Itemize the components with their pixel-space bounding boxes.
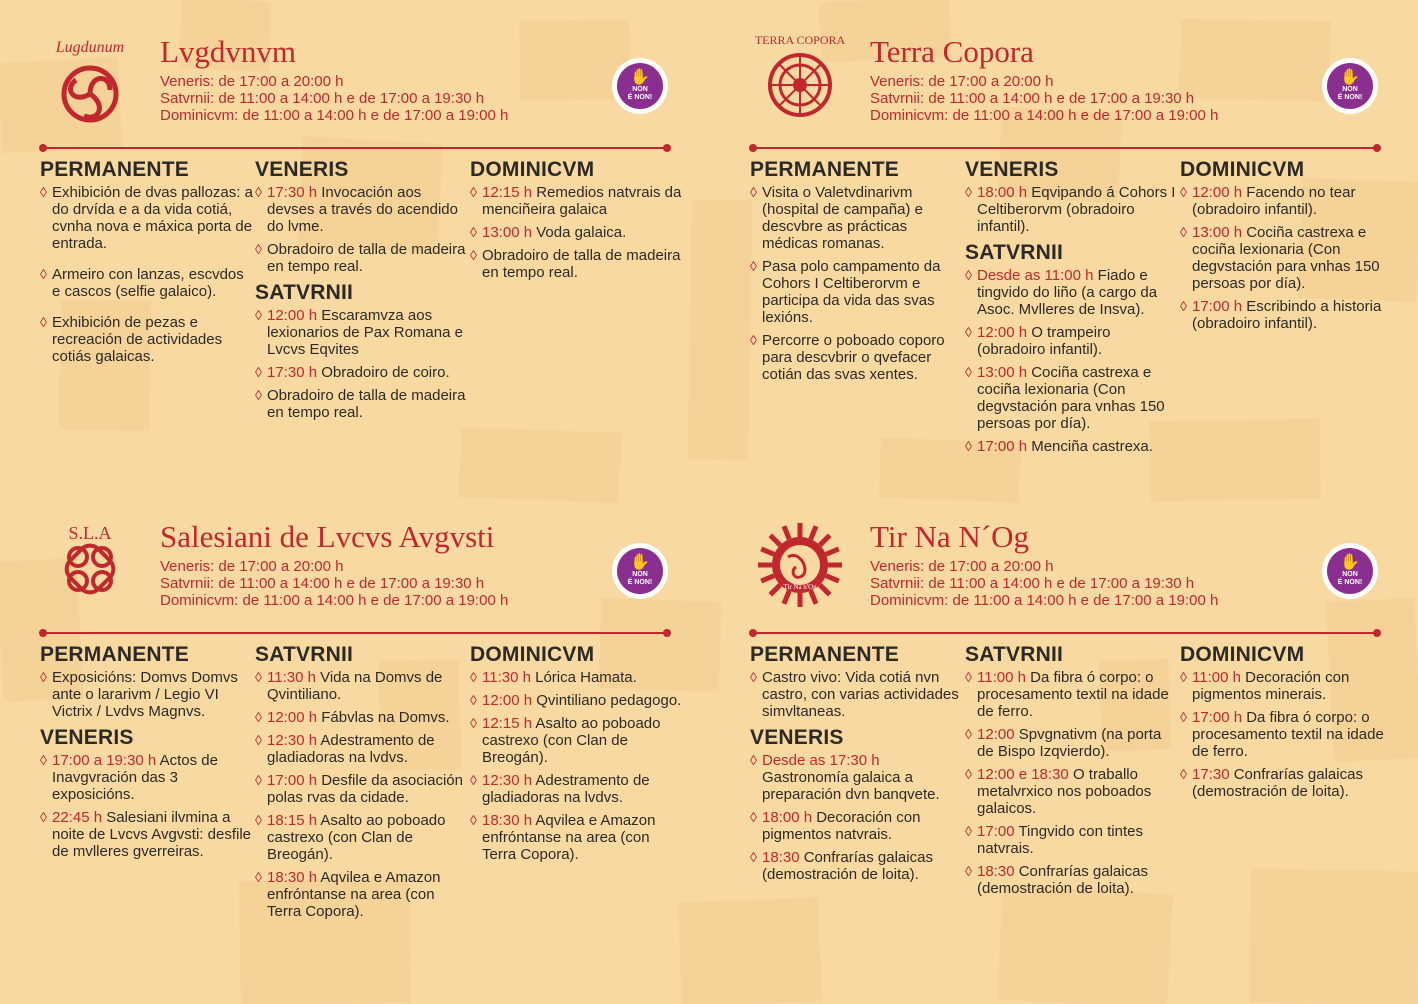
schedule-column — [470, 158, 685, 427]
non-e-non-badge — [612, 58, 668, 114]
event-time: 18:30 h — [482, 812, 533, 829]
event-item — [470, 715, 685, 766]
panel-title: Terra Copora — [870, 34, 1034, 69]
section-title: DOMINICVM — [470, 158, 595, 181]
opening-hours — [160, 73, 508, 124]
hours-line: Veneris: de 17:00 a 20:00 h — [160, 73, 344, 90]
schedule-columns — [40, 643, 685, 926]
event-time: 17:00 h — [977, 438, 1028, 455]
section-title: DOMINICVM — [1180, 158, 1305, 181]
panel-tir-na-nog — [750, 515, 1390, 995]
event-time: 12:15 h — [482, 715, 533, 732]
opening-hours — [160, 558, 508, 609]
schedule-section — [470, 643, 685, 863]
event-time: 17:30 h — [267, 184, 318, 201]
event-time: 12:30 h — [482, 772, 533, 789]
badge-line: NON — [1342, 571, 1358, 578]
event-text: Gastronomía galaica a preparación dvn banqvete. — [762, 769, 940, 803]
event-text: Decoración con pigmentos natvrais. — [762, 809, 921, 843]
badge-line: É NON! — [627, 579, 653, 586]
event-text: Confrarías galaicas (demostración de loita). — [1192, 766, 1363, 800]
event-item — [255, 772, 470, 806]
schedule-column — [255, 158, 470, 427]
schedule-section — [965, 241, 1180, 455]
hand-icon: ✋ — [1340, 69, 1360, 86]
event-text: Invocación aos devses a través do acendido do lvme. — [267, 184, 458, 235]
event-text: Pasa polo campamento da Cohors I Celtiberorvm e participa da vida das svas lexións. — [762, 258, 941, 326]
section-title: VENERIS — [255, 158, 349, 181]
event-item — [40, 809, 255, 860]
event-time: 17:00 h — [1192, 298, 1243, 315]
panel-title: Tir Na N´Og — [870, 519, 1030, 554]
event-time: 13:00 h — [482, 224, 533, 241]
event-item — [965, 267, 1180, 318]
event-time: 18:30 — [762, 849, 800, 866]
hand-icon: ✋ — [630, 69, 650, 86]
hours-line: Dominicvm: de 11:00 a 14:00 h e de 17:00 a 19:00 h — [160, 107, 509, 124]
logo-text: TERRA COPORA — [754, 33, 846, 47]
event-item — [1180, 766, 1395, 800]
section-title: SATVRNII — [255, 281, 354, 304]
event-text: Obradoiro de talla de madeira en tempo real. — [482, 247, 681, 281]
event-text: Adestramento de gladiadoras na lvdvs. — [482, 772, 650, 806]
section-title: PERMANENTE — [750, 643, 900, 666]
schedule-section — [40, 158, 255, 365]
section-title: SATVRNII — [965, 643, 1064, 666]
event-time: 12:00 h — [1192, 184, 1243, 201]
event-text: Obradoiro de talla de madeira en tempo real. — [267, 387, 466, 421]
hours-line: Satvrnii: de 11:00 a 14:00 h e de 17:00 a 19:30 h — [160, 90, 485, 107]
event-text: Decoración con pigmentos minerais. — [1192, 669, 1350, 703]
event-item — [750, 849, 965, 883]
schedule-section — [750, 158, 965, 383]
event-item — [255, 364, 470, 381]
schedule-column — [750, 158, 965, 461]
event-item — [1180, 184, 1395, 218]
event-time: 17:00 h — [1192, 709, 1243, 726]
event-time: 18:00 h — [762, 809, 813, 826]
event-item — [1180, 298, 1395, 332]
event-text: Menciña castrexa. — [1031, 438, 1153, 455]
event-item — [40, 266, 255, 300]
event-item — [40, 669, 255, 720]
event-item — [965, 324, 1180, 358]
schedule-column — [1180, 158, 1395, 461]
event-text: Visita o Valetvdinarivm (hospital de campaña) e descvbre as prácticas médicas romanas. — [762, 184, 923, 252]
schedule-section — [1180, 643, 1395, 800]
panel-terra-copora — [750, 30, 1390, 510]
schedule-section — [255, 158, 470, 275]
schedule-column — [965, 158, 1180, 461]
event-time: 18:00 h — [977, 184, 1028, 201]
event-time: 18:15 h — [267, 812, 318, 829]
event-item — [750, 752, 965, 803]
divider — [42, 147, 668, 149]
panel-title: Lvgdvnvm — [160, 34, 297, 69]
event-item — [255, 812, 470, 863]
hand-icon: ✋ — [1340, 554, 1360, 571]
event-item — [470, 812, 685, 863]
schedule-columns — [750, 158, 1395, 461]
event-text: Eqvipando á Cohors I Celtiberorvm (obradoiro infantil). — [977, 184, 1176, 235]
event-item — [255, 709, 470, 726]
event-time: 18:30 h — [267, 869, 318, 886]
logo-text: Lugdunum — [55, 39, 125, 56]
event-text: Spvgnativm (na porta de Bispo Izqvierdo). — [977, 726, 1162, 760]
event-item — [255, 732, 470, 766]
event-text: O traballo metalvrxico nos poboados galaicos. — [977, 766, 1152, 817]
event-time: 17:00 a 19:30 h — [52, 752, 157, 769]
event-item — [255, 387, 470, 421]
event-text: Da fibra ó corpo: o procesamento textil na idade de ferro. — [1192, 709, 1384, 760]
event-item — [255, 307, 470, 358]
hours-line: Satvrnii: de 11:00 a 14:00 h e de 17:00 a 19:30 h — [870, 90, 1195, 107]
schedule-column — [40, 158, 255, 427]
event-text: Exhibición de dvas pallozas: a do drvída e a da vida cotiá, cvnha nova e máxica porta de entrada. — [52, 184, 253, 252]
event-time: 12:30 h — [267, 732, 318, 749]
event-item — [255, 241, 470, 275]
schedule-column — [40, 643, 255, 926]
event-item — [470, 692, 685, 709]
logo — [40, 30, 150, 140]
section-title: VENERIS — [750, 726, 844, 749]
event-item — [40, 184, 255, 252]
event-item — [1180, 669, 1395, 703]
schedule-section — [40, 726, 255, 860]
schedule-section — [40, 643, 255, 720]
event-time: 17:30 h — [267, 364, 318, 381]
schedule-column — [750, 643, 965, 903]
event-time: 12:00 h — [267, 307, 318, 324]
schedule-column — [1180, 643, 1395, 903]
event-time: Desde as 17:30 h — [762, 752, 880, 769]
event-text: Obradoiro de coiro. — [321, 364, 450, 381]
section-title: DOMINICVM — [470, 643, 595, 666]
event-item — [965, 726, 1180, 760]
event-time: 17:00 h — [267, 772, 318, 789]
hours-line: Dominicvm: de 11:00 a 14:00 h e de 17:00 a 19:00 h — [870, 592, 1219, 609]
divider — [752, 632, 1378, 634]
event-time: 13:00 h — [1192, 224, 1243, 241]
event-text: Facendo no tear (obradoiro infantil). — [1192, 184, 1356, 218]
event-text: Confrarías galaicas (demostración de loita). — [977, 863, 1148, 897]
event-item — [255, 184, 470, 235]
event-text: Aqvilea e Amazon enfróntanse na area (con Terra Copora). — [482, 812, 656, 863]
event-text: Exhibición de pezas e recreación de actividades cotiás galaicas. — [52, 314, 223, 365]
event-text: Cociña castrexa e cociña lexionaria (Con degvstación para vnhas 150 persoas por día). — [1192, 224, 1380, 292]
schedule-column — [470, 643, 685, 926]
schedule-section — [1180, 158, 1395, 332]
event-item — [965, 184, 1180, 235]
event-time: 12:00 h — [977, 324, 1028, 341]
section-title: VENERIS — [40, 726, 134, 749]
schedule-section — [965, 643, 1180, 897]
section-title: VENERIS — [965, 158, 1059, 181]
event-text: Exposicións: Domvs Domvs ante o lararivm / Legio VI Victrix / Lvdvs Magnvs. — [52, 669, 238, 720]
event-time: 12:15 h — [482, 184, 533, 201]
schedule-section — [750, 643, 965, 720]
logo — [750, 515, 860, 625]
opening-hours — [870, 558, 1218, 609]
schedule-columns — [750, 643, 1395, 903]
event-item — [965, 438, 1180, 455]
hours-line: Veneris: de 17:00 a 20:00 h — [870, 73, 1054, 90]
badge-line: É NON! — [1337, 94, 1363, 101]
event-text: Fiado e tingvido do liño (a cargo da Asoc. Mvlleres de Insva). — [977, 267, 1158, 318]
schedule-column — [965, 643, 1180, 903]
badge-line: É NON! — [1337, 579, 1363, 586]
event-text: Asalto ao poboado castrexo (con Clan de Breogán). — [482, 715, 661, 766]
event-time: 17:00 — [977, 823, 1015, 840]
schedule-section — [255, 643, 470, 920]
event-text: Cociña castrexa e cociña lexionaria (Con degvstación para vnhas 150 persoas por día). — [977, 364, 1165, 432]
event-time: 12:00 — [977, 726, 1015, 743]
opening-hours — [870, 73, 1218, 124]
schedule-section — [255, 281, 470, 421]
logo — [750, 30, 860, 140]
non-e-non-badge — [612, 543, 668, 599]
event-text: Vida na Domvs de Qvintiliano. — [267, 669, 443, 703]
event-item — [255, 869, 470, 920]
event-text: O trampeiro (obradoiro infantil). — [977, 324, 1111, 358]
event-item — [750, 332, 965, 383]
section-title: SATVRNII — [965, 241, 1064, 264]
event-text: Voda galaica. — [536, 224, 627, 241]
event-time: 12:00 h — [267, 709, 318, 726]
hours-line: Veneris: de 17:00 a 20:00 h — [870, 558, 1054, 575]
panel-lvgdvnvm — [40, 30, 680, 510]
section-title: PERMANENTE — [40, 643, 190, 666]
event-time: Desde as 11:00 h — [977, 267, 1094, 284]
event-item — [965, 823, 1180, 857]
event-item — [750, 258, 965, 326]
section-title: PERMANENTE — [40, 158, 190, 181]
event-item — [965, 863, 1180, 897]
event-time: 18:30 — [977, 863, 1015, 880]
event-text: Aqvilea e Amazon enfróntanse na area (con Terra Copora). — [267, 869, 441, 920]
event-item — [750, 184, 965, 252]
non-e-non-badge — [1322, 58, 1378, 114]
panel-salesiani — [40, 515, 680, 995]
section-title: PERMANENTE — [750, 158, 900, 181]
event-time: 11:30 h — [482, 669, 531, 686]
event-text: Da fibra ó corpo: o procesamento textil na idade de ferro. — [977, 669, 1169, 720]
hours-line: Satvrnii: de 11:00 a 14:00 h e de 17:00 a 19:30 h — [160, 575, 485, 592]
badge-line: É NON! — [627, 94, 653, 101]
section-title: SATVRNII — [255, 643, 354, 666]
event-text: Desfile da asociación polas rvas da cidade. — [267, 772, 463, 806]
event-item — [750, 669, 965, 720]
event-item — [965, 364, 1180, 432]
event-text: Salesiani ilvmina a noite de Lvcvs Avgvsti: desfile de mvlleres gverreiras. — [52, 809, 251, 860]
panel-title: Salesiani de Lvcvs Avgvsti — [160, 519, 495, 554]
event-time: 11:30 h — [267, 669, 316, 686]
logo — [40, 515, 150, 625]
divider — [42, 632, 668, 634]
non-e-non-badge — [1322, 543, 1378, 599]
event-text: Castro vivo: Vida cotiá nvn castro, con varias actividades simvltaneas. — [762, 669, 959, 720]
schedule-section — [965, 158, 1180, 235]
event-text: Escribindo a historia (obradoiro infantil). — [1192, 298, 1382, 332]
divider — [752, 147, 1378, 149]
event-time: 17:30 — [1192, 766, 1230, 783]
event-text: Fábvlas na Domvs. — [321, 709, 450, 726]
event-text: Actos de Inavgvración das 3 exposicións. — [52, 752, 218, 803]
event-text: Percorre o poboado coporo para descvbrir o qvefacer cotián das svas xentes. — [762, 332, 945, 383]
event-item — [255, 669, 470, 703]
event-item — [965, 669, 1180, 720]
event-item — [470, 669, 685, 686]
logo-text: S.L.A — [68, 523, 112, 543]
schedule-column — [255, 643, 470, 926]
schedule-section — [470, 158, 685, 281]
event-item — [470, 772, 685, 806]
event-item — [1180, 224, 1395, 292]
event-text: Armeiro con lanzas, escvdos e cascos (selfie galaico). — [52, 266, 244, 300]
event-item — [40, 752, 255, 803]
event-time: 13:00 h — [977, 364, 1028, 381]
schedule-columns — [40, 158, 685, 427]
section-title: DOMINICVM — [1180, 643, 1305, 666]
schedule-section — [750, 726, 965, 883]
event-text: Lórica Hamata. — [535, 669, 637, 686]
event-item — [40, 314, 255, 365]
event-text: Tingvido con tintes natvrais. — [977, 823, 1143, 857]
event-time: 12:00 h — [482, 692, 533, 709]
event-item — [470, 184, 685, 218]
event-time: 11:00 h — [1192, 669, 1241, 686]
event-text: Obradoiro de talla de madeira en tempo real. — [267, 241, 466, 275]
event-item — [750, 809, 965, 843]
event-item — [965, 766, 1180, 817]
event-time: 12:00 e 18:30 — [977, 766, 1069, 783]
event-text: Confrarías galaicas (demostración de loita). — [762, 849, 933, 883]
hours-line: Veneris: de 17:00 a 20:00 h — [160, 558, 344, 575]
event-text: Remedios natvrais da menciñeira galaica — [482, 184, 682, 218]
event-text: Qvintiliano pedagogo. — [536, 692, 682, 709]
event-item — [470, 224, 685, 241]
event-item — [1180, 709, 1395, 760]
event-time: 11:00 h — [977, 669, 1026, 686]
event-text: Asalto ao poboado castrexo (con Clan de Breogán). — [267, 812, 446, 863]
hours-line: Dominicvm: de 11:00 a 14:00 h e de 17:00 a 19:00 h — [870, 107, 1219, 124]
badge-line: NON — [1342, 86, 1358, 93]
event-item — [470, 247, 685, 281]
badge-line: NON — [632, 86, 648, 93]
event-time: 22:45 h — [52, 809, 103, 826]
badge-line: NON — [632, 571, 648, 578]
hours-line: Satvrnii: de 11:00 a 14:00 h e de 17:00 a 19:30 h — [870, 575, 1195, 592]
hours-line: Dominicvm: de 11:00 a 14:00 h e de 17:00 a 19:00 h — [160, 592, 509, 609]
logo-text: Tir Na n'Og — [783, 583, 817, 591]
event-text: Adestramento de gladiadoras na lvdvs. — [267, 732, 435, 766]
hand-icon: ✋ — [630, 554, 650, 571]
event-text: Escaramvza aos lexionarios de Pax Romana e Lvcvs Eqvites — [267, 307, 463, 358]
